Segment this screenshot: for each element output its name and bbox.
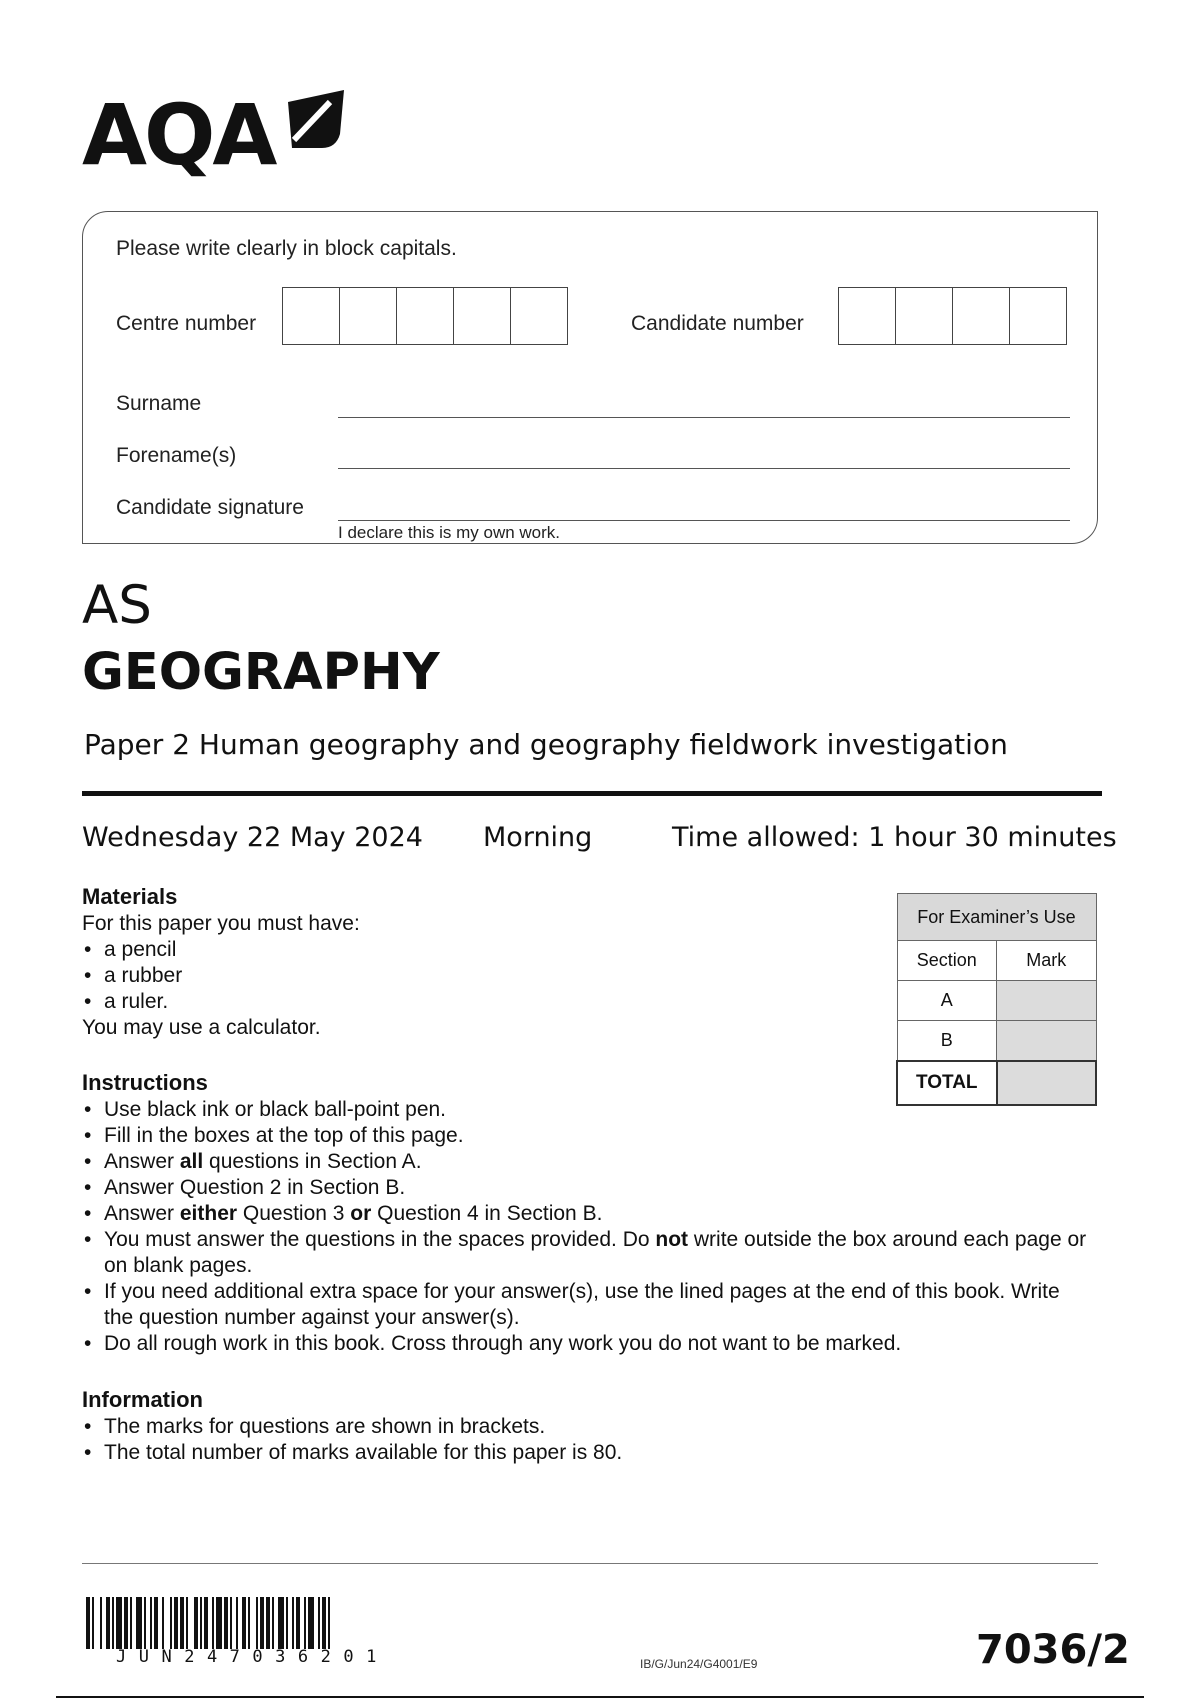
candidate-digit-box[interactable] xyxy=(839,288,896,344)
barcode-bar xyxy=(92,1597,94,1649)
instructions-list xyxy=(82,1097,1102,1357)
title-divider xyxy=(82,791,1102,796)
barcode-bar xyxy=(116,1597,122,1649)
materials-list xyxy=(82,937,782,1015)
list-item: • The marks for questions are shown in brackets. xyxy=(82,1414,1082,1440)
forenames-label: Forename(s) xyxy=(116,444,237,467)
barcode-bar xyxy=(136,1597,142,1649)
exam-date: Wednesday 22 May 2024 xyxy=(82,822,423,853)
surname-field[interactable] xyxy=(338,417,1070,418)
barcode-bar xyxy=(216,1597,222,1649)
centre-digit-box[interactable] xyxy=(340,288,397,344)
barcode-image xyxy=(86,1597,472,1649)
barcode-bar xyxy=(194,1597,198,1649)
list-item: • Use black ink or black ball-point pen. xyxy=(82,1097,1102,1123)
footer-divider xyxy=(82,1563,1098,1564)
barcode-bar xyxy=(162,1597,164,1649)
candidate-digit-box[interactable] xyxy=(896,288,953,344)
aqa-logo xyxy=(82,88,352,183)
barcode-bar xyxy=(278,1597,284,1649)
barcode-bar xyxy=(328,1597,330,1649)
barcode-bar xyxy=(322,1597,326,1649)
barcode-bar xyxy=(296,1597,300,1649)
list-item: • If you need additional extra space for your answer(s), use the lined pages at the end of this book. Write the question number against your answer(s). xyxy=(82,1279,1094,1331)
section-a-label: A xyxy=(897,981,997,1021)
total-label: TOTAL xyxy=(897,1061,997,1105)
barcode-bar xyxy=(256,1597,258,1649)
barcode-bar xyxy=(304,1597,306,1649)
barcode-bar xyxy=(224,1597,228,1649)
declaration-text: I declare this is my own work. xyxy=(338,523,561,542)
materials-intro: For this paper you must have: xyxy=(82,912,360,935)
barcode-bar xyxy=(236,1597,238,1649)
barcode-bar xyxy=(308,1597,314,1649)
signature-field[interactable] xyxy=(338,520,1070,521)
subject-title: GEOGRAPHY xyxy=(82,643,440,702)
barcode-bar xyxy=(100,1597,102,1649)
section-b-mark-cell xyxy=(997,1021,1097,1061)
materials-section xyxy=(82,883,782,1041)
list-item: • The total number of marks available for this paper is 80. xyxy=(82,1440,1082,1466)
barcode-bar xyxy=(204,1597,208,1649)
materials-heading: Materials xyxy=(82,884,178,909)
list-item: • Answer all questions in Section A. xyxy=(82,1149,1102,1175)
paper-reference: IB/G/Jun24/G4001/E9 xyxy=(640,1657,758,1671)
barcode-bar xyxy=(186,1597,188,1649)
barcode-bar xyxy=(286,1597,288,1649)
barcode-bar xyxy=(170,1597,172,1649)
barcode-bar xyxy=(86,1597,90,1649)
barcode-bar xyxy=(174,1597,178,1649)
barcode-bar xyxy=(180,1597,184,1649)
qualification-level: AS xyxy=(82,575,152,636)
barcode-bar xyxy=(200,1597,202,1649)
logo-text: AQA xyxy=(82,86,275,184)
barcode-bar xyxy=(106,1597,110,1649)
information-heading: Information xyxy=(82,1387,203,1412)
signature-label: Candidate signature xyxy=(116,496,304,519)
mark-column-header: Mark xyxy=(997,941,1097,981)
candidate-digit-box[interactable] xyxy=(953,288,1010,344)
section-column-header: Section xyxy=(897,941,997,981)
calculator-note: You may use a calculator. xyxy=(82,1016,321,1039)
list-item: • a ruler. xyxy=(82,989,782,1015)
list-item: • Answer Question 2 in Section B. xyxy=(82,1175,1102,1201)
barcode-bar xyxy=(212,1597,214,1649)
information-section xyxy=(82,1386,1082,1466)
examiner-table-header: For Examiner’s Use xyxy=(897,894,1096,941)
centre-digit-box[interactable] xyxy=(397,288,454,344)
information-list xyxy=(82,1414,1082,1466)
barcode-bar xyxy=(144,1597,146,1649)
barcode-bar xyxy=(130,1597,132,1649)
list-item: • Fill in the boxes at the top of this page. xyxy=(82,1123,1102,1149)
candidate-number-label: Candidate number xyxy=(631,312,804,335)
time-allowed: Time allowed: 1 hour 30 minutes xyxy=(672,822,1117,853)
page-base-line xyxy=(56,1696,1144,1698)
aqa-leaf-icon xyxy=(282,90,344,152)
forenames-field[interactable] xyxy=(338,468,1070,469)
centre-number-label: Centre number xyxy=(116,312,257,335)
list-item: • Do all rough work in this book. Cross through any work you do not want to be marked. xyxy=(82,1331,1102,1357)
barcode-bar xyxy=(292,1597,294,1649)
barcode-bar xyxy=(248,1597,250,1649)
barcode-bar xyxy=(150,1597,152,1649)
section-b-label: B xyxy=(897,1021,997,1061)
centre-digit-box[interactable] xyxy=(283,288,340,344)
barcode-bar xyxy=(112,1597,114,1649)
list-item: • Answer either Question 3 or Question 4 in Section B. xyxy=(82,1201,1102,1227)
candidate-number-boxes[interactable] xyxy=(838,287,1067,345)
examiner-use-table xyxy=(896,893,1097,1106)
paper-code: 7036/2 xyxy=(976,1627,1130,1673)
exam-session: Morning xyxy=(483,822,593,853)
barcode-bar xyxy=(260,1597,264,1649)
surname-label: Surname xyxy=(116,392,202,415)
barcode-bar xyxy=(154,1597,158,1649)
list-item: • a rubber xyxy=(82,963,782,989)
barcode-number: JUN247036201 xyxy=(116,1647,389,1667)
block-capitals-instruction: Please write clearly in block capitals. xyxy=(116,237,457,260)
centre-digit-box[interactable] xyxy=(454,288,511,344)
barcode-bar xyxy=(272,1597,274,1649)
section-a-mark-cell xyxy=(997,981,1097,1021)
instructions-heading: Instructions xyxy=(82,1070,208,1095)
paper-title: Paper 2 Human geography and geography fieldwork investigation xyxy=(84,728,1008,761)
barcode-bar xyxy=(266,1597,270,1649)
list-item: • a pencil xyxy=(82,937,782,963)
centre-number-boxes[interactable] xyxy=(282,287,568,345)
centre-digit-box[interactable] xyxy=(511,288,567,344)
barcode-bar xyxy=(242,1597,246,1649)
barcode-bar xyxy=(230,1597,232,1649)
list-item: • You must answer the questions in the spaces provided. Do not write outside the box around each page or on blank pages. xyxy=(82,1227,1094,1279)
candidate-digit-box[interactable] xyxy=(1010,288,1066,344)
barcode-bar xyxy=(124,1597,128,1649)
barcode-bar xyxy=(318,1597,320,1649)
total-mark-cell xyxy=(997,1061,1097,1105)
instructions-section xyxy=(82,1069,1102,1357)
